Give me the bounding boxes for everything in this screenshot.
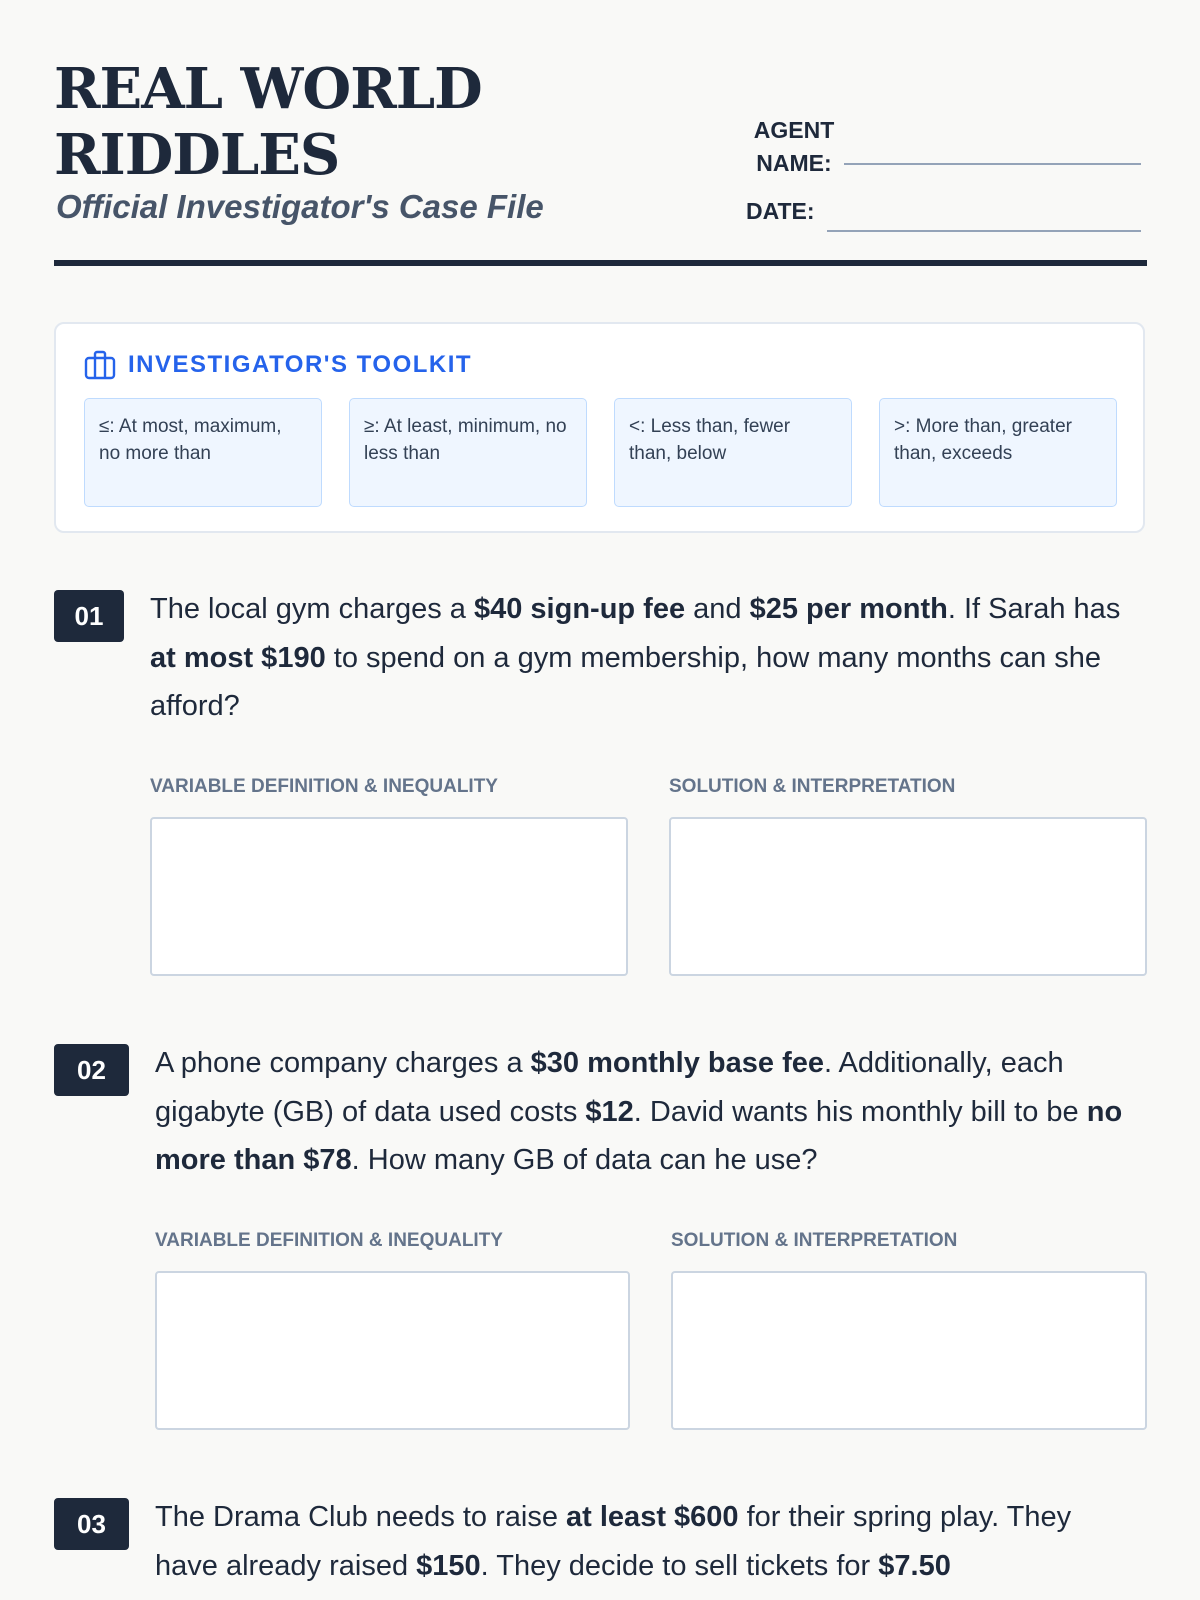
- variable-definition-answer-box[interactable]: [150, 817, 628, 976]
- solution-answer-box[interactable]: [669, 817, 1147, 976]
- question-text-run: for their spring play. They have already raised: [155, 1501, 1072, 1582]
- question-text-run: . They decide to sell tickets for: [480, 1549, 879, 1582]
- question-text-run: A phone company charges a: [155, 1047, 531, 1079]
- question-text-emphasis: no more than $78: [155, 1095, 1123, 1176]
- question-text-emphasis: at least $600: [566, 1501, 739, 1533]
- question-text-run: The local gym charges a: [150, 593, 474, 625]
- question-text-run: . How many GB of data can he use?: [351, 1144, 818, 1176]
- question-text-run: to spend on a gym membership, how many months can she afford?: [150, 641, 1102, 722]
- question-text-run: . Additionally, each gigabyte (GB) of data used costs: [155, 1047, 1064, 1128]
- toolkit-card-more-than: >: More than, greater than, exceeds: [879, 398, 1117, 507]
- solution-label: SOLUTION & INTERPRETATION: [671, 1230, 958, 1251]
- variable-definition-label: VARIABLE DEFINITION & INEQUALITY: [150, 776, 498, 797]
- date-label: DATE:: [746, 198, 815, 224]
- question-text-emphasis: $12: [585, 1095, 634, 1128]
- question-text-emphasis: $7.50: [878, 1549, 951, 1582]
- question-number-badge: 03: [54, 1498, 129, 1550]
- title-line-1: REAL WORLD: [54, 56, 482, 122]
- question-text-emphasis: $150: [416, 1549, 481, 1582]
- question-number-badge: 01: [54, 590, 124, 642]
- investigators-toolkit: [54, 322, 1145, 533]
- question-text-run: . If Sarah has: [947, 593, 1121, 625]
- question-text: [155, 1493, 1141, 1590]
- question-text-emphasis: $40 sign-up fee: [473, 593, 686, 625]
- question-text: [150, 585, 1141, 731]
- question-text-run: and: [685, 593, 750, 625]
- header-divider: [54, 260, 1147, 266]
- briefcase-icon: [84, 350, 116, 380]
- question-text: [155, 1039, 1141, 1185]
- agent-name-label: [749, 114, 839, 180]
- variable-definition-label: VARIABLE DEFINITION & INEQUALITY: [155, 1230, 503, 1251]
- solution-answer-box[interactable]: [671, 1271, 1147, 1430]
- date-field[interactable]: [827, 230, 1141, 232]
- agent-label-line-1: AGENT: [753, 117, 835, 143]
- toolkit-title: INVESTIGATOR'S TOOLKIT: [128, 351, 473, 378]
- question-text-emphasis: $30 monthly base fee: [530, 1047, 824, 1079]
- toolkit-grid: [84, 398, 1117, 507]
- toolkit-card-at-least: ≥: At least, minimum, no less than: [349, 398, 587, 507]
- variable-definition-answer-box[interactable]: [155, 1271, 630, 1430]
- page-title: [54, 56, 482, 188]
- question-number-badge: 02: [54, 1044, 129, 1096]
- toolkit-header: [84, 350, 472, 380]
- question-text-emphasis: at most $190: [150, 641, 326, 674]
- toolkit-card-at-most: ≤: At most, maximum, no more than: [84, 398, 322, 507]
- agent-label-line-2: NAME:: [756, 150, 832, 176]
- title-line-2: RIDDLES: [54, 122, 340, 188]
- agent-name-field[interactable]: [844, 163, 1141, 165]
- question-text-emphasis: $25 per month: [749, 593, 948, 625]
- header: [54, 0, 1147, 270]
- page-subtitle: Official Investigator's Case File: [56, 188, 544, 225]
- worksheet-page: [54, 0, 1147, 1582]
- question-text-run: The Drama Club needs to raise: [155, 1501, 567, 1533]
- toolkit-card-less-than: <: Less than, fewer than, below: [614, 398, 852, 507]
- solution-label: SOLUTION & INTERPRETATION: [669, 776, 956, 797]
- question-text-run: . David wants his monthly bill to be: [633, 1095, 1087, 1128]
